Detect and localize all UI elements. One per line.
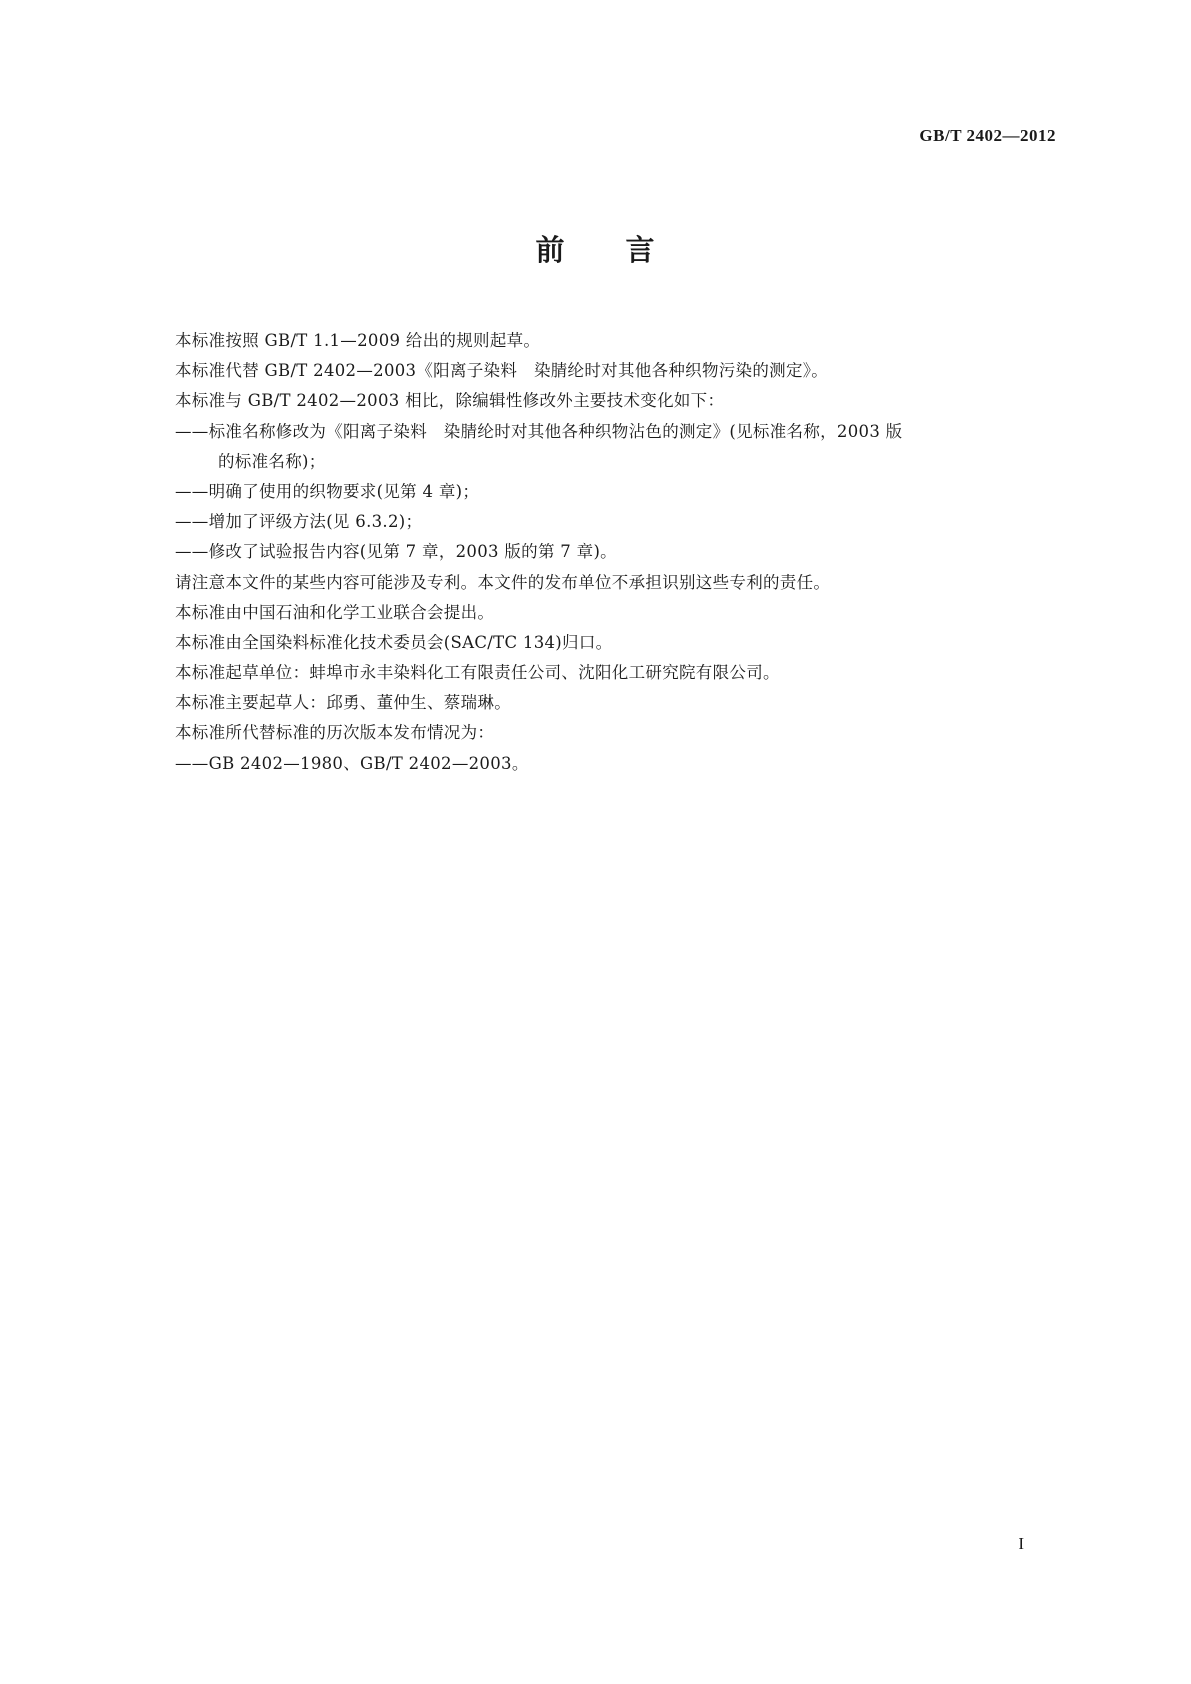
list-item-change-name-continued: 的标准名称)； [218, 451, 326, 471]
paragraph-patent-notice: 请注意本文件的某些内容可能涉及专利。本文件的发布单位不承担识别这些专利的责任。 [175, 572, 831, 592]
list-item-change-fabric: ——明确了使用的织物要求(见第 4 章)； [175, 481, 480, 501]
list-item-change-name: ——标准名称修改为《阳离子染料 染腈纶时对其他各种织物沾色的测定》(见标准名称，2003 版 [175, 421, 903, 441]
paragraph-history-intro: 本标准所代替标准的历次版本发布情况为： [175, 723, 495, 743]
page-number: I [1018, 1534, 1024, 1553]
paragraph-drafters: 本标准主要起草人：邱勇、董仲生、蔡瑞琳。 [175, 693, 511, 713]
document-body [175, 326, 1055, 779]
page-title: 前 言 [535, 233, 656, 267]
paragraph-proposed-by: 本标准由中国石油和化学工业联合会提出。 [175, 602, 495, 622]
paragraph-drafting-units: 本标准起草单位：蚌埠市永丰染料化工有限责任公司、沈阳化工研究院有限公司。 [175, 663, 780, 683]
list-item-change-report: ——修改了试验报告内容(见第 7 章，2003 版的第 7 章)。 [175, 542, 617, 562]
list-item-history: ——GB 2402—1980、GB/T 2402—2003。 [175, 753, 529, 773]
paragraph-changes-intro: 本标准与 GB/T 2402—2003 相比，除编辑性修改外主要技术变化如下： [175, 391, 725, 411]
paragraph-drafting-rules: 本标准按照 GB/T 1.1—2009 给出的规则起草。 [175, 331, 541, 350]
paragraph-managed-by: 本标准由全国染料标准化技术委员会(SAC/TC 134)归口。 [175, 632, 613, 652]
standard-code-header: GB/T 2402—2012 [919, 126, 1056, 145]
list-item-change-grading: ——增加了评级方法(见 6.3.2)； [175, 512, 423, 532]
paragraph-replaces: 本标准代替 GB/T 2402—2003《阳离子染料 染腈纶时对其他各种织物污染的测定》。 [175, 361, 829, 381]
